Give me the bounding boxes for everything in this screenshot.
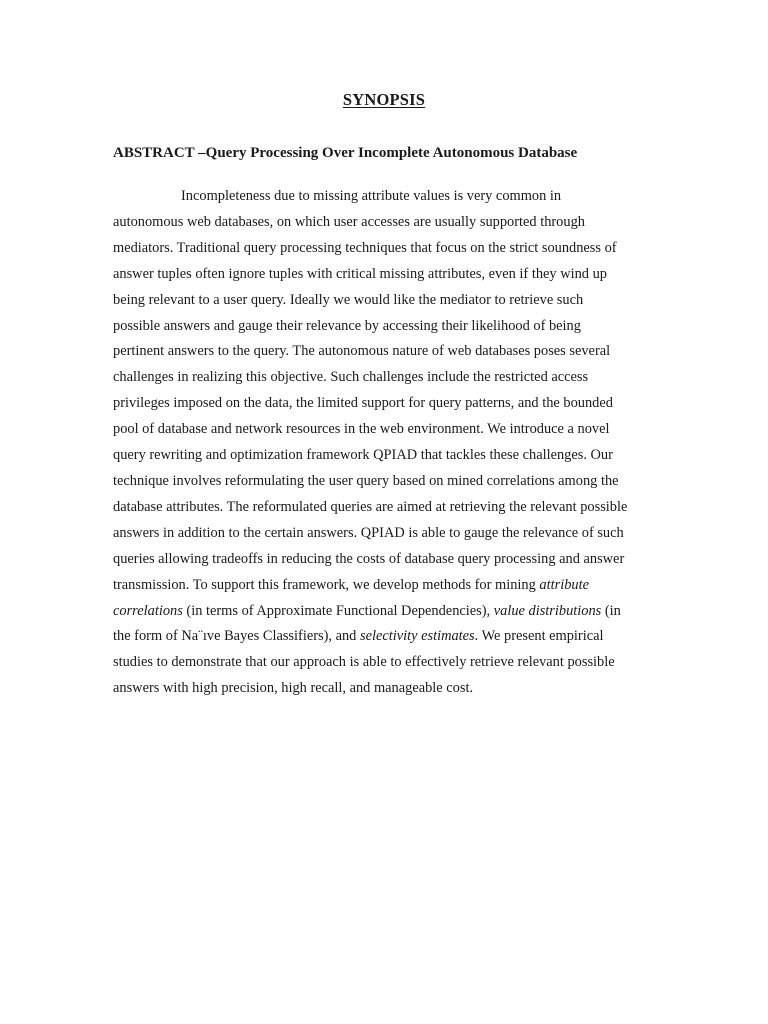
body-text-run: (in terms of Approximate Functional Dependencies), — [182, 602, 494, 619]
body-line: queries allowing tradeoffs in reducing the costs of database query processing and answer — [113, 550, 625, 567]
body-line: answers in addition to the certain answers. QPIAD is able to gauge the relevance of such — [113, 524, 624, 541]
body-text-run: transmission. To support this framework, we develop methods for mining — [113, 576, 540, 593]
italic-term: selectivity estimates — [359, 628, 475, 645]
body-line: challenges in realizing this objective. Such challenges include the restricted access — [113, 369, 589, 386]
italic-term: value distributions — [493, 602, 602, 619]
abstract-body — [113, 184, 653, 702]
body-text-run: the form of Na¨ıve Bayes Classifiers), and — [113, 628, 360, 645]
body-line: answers with high precision, high recall, and manageable cost. — [113, 680, 474, 697]
body-line: query rewriting and optimization framework QPIAD that tackles these challenges. Our — [113, 447, 613, 464]
body-line: privileges imposed on the data, the limited support for query patterns, and the bounded — [113, 395, 613, 412]
body-line: pool of database and network resources in the web environment. We introduce a novel — [113, 421, 610, 438]
body-text-run: . We present empirical — [474, 628, 604, 645]
body-line: database attributes. The reformulated queries are aimed at retrieving the relevant possible — [113, 498, 628, 515]
body-line-text: Incompleteness due to missing attribute values is very common in — [181, 188, 562, 204]
body-text-run: (in — [601, 602, 621, 619]
body-line: autonomous web databases, on which user accesses are usually supported through — [113, 213, 585, 230]
body-line — [113, 599, 653, 625]
page-title: SYNOPSIS — [342, 90, 426, 109]
abstract-heading: ABSTRACT –Query Processing Over Incomplete Autonomous Database — [113, 145, 578, 161]
body-line: answer tuples often ignore tuples with critical missing attributes, even if they wind up — [113, 265, 607, 282]
body-line: being relevant to a user query. Ideally we would like the mediator to retrieve such — [113, 291, 584, 308]
body-line: possible answers and gauge their relevance by accessing their likelihood of being — [113, 317, 581, 334]
body-line — [113, 573, 653, 599]
italic-term: attribute — [539, 576, 589, 593]
body-line: mediators. Traditional query processing techniques that focus on the strict soundness of — [113, 239, 617, 256]
body-line: studies to demonstrate that our approach is able to effectively retrieve relevant possible — [113, 654, 615, 671]
body-line — [113, 184, 653, 210]
italic-term: correlations — [113, 602, 183, 619]
body-line: technique involves reformulating the user query based on mined correlations among the — [113, 472, 619, 489]
body-line: pertinent answers to the query. The autonomous nature of web databases poses several — [113, 343, 611, 360]
body-line — [113, 624, 653, 650]
